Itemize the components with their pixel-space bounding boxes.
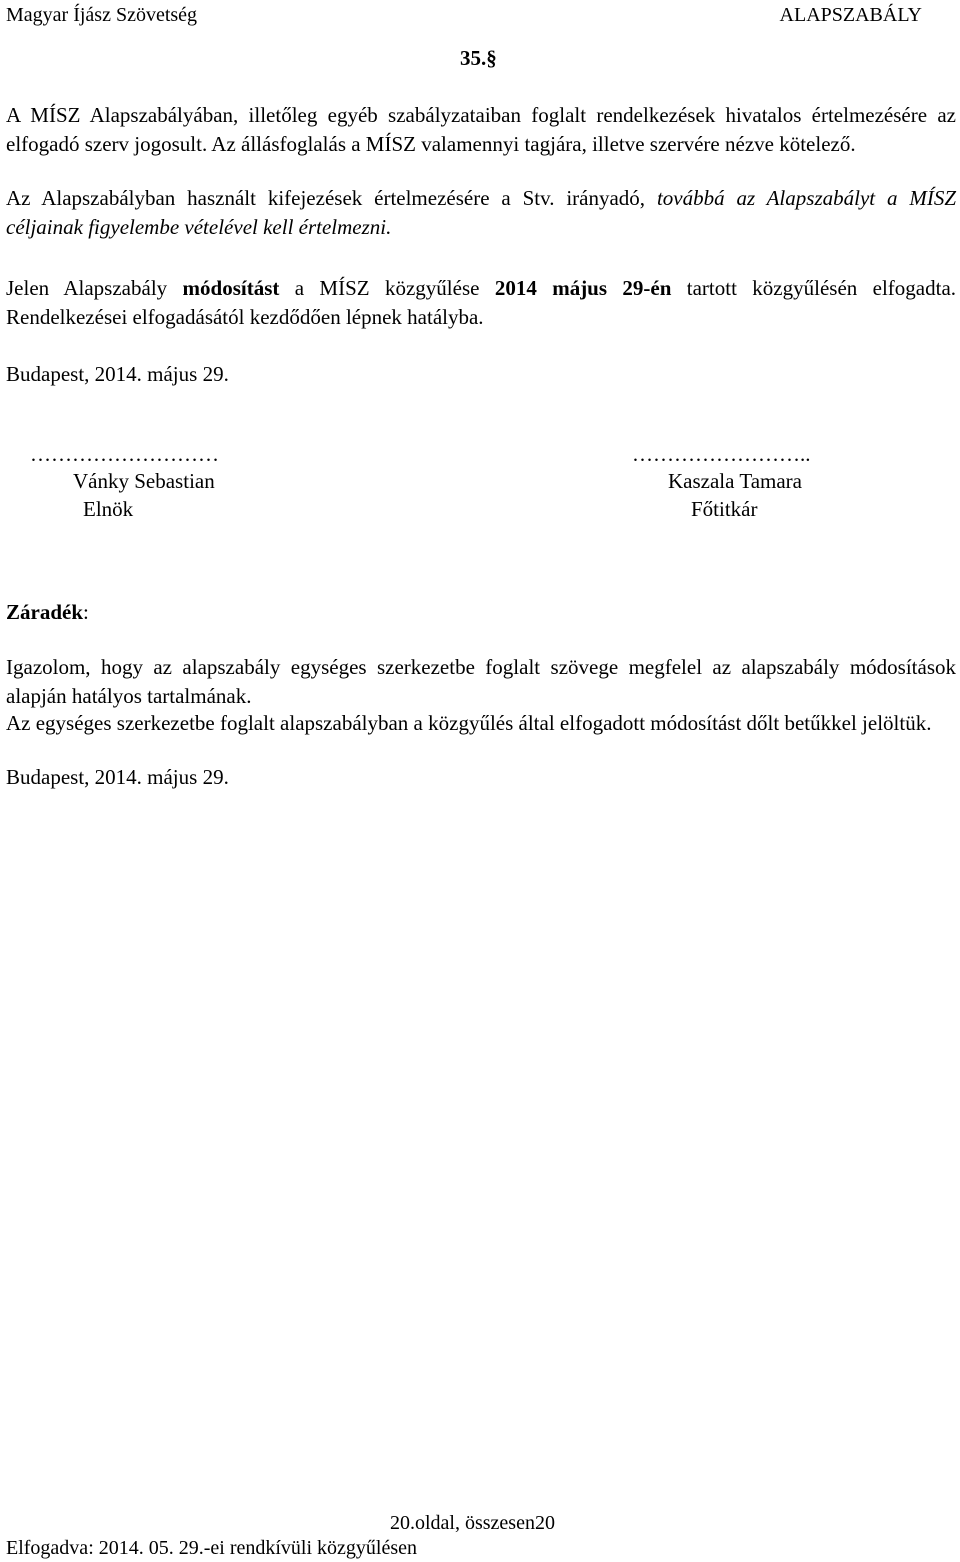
adoption-text-bold-date: 2014 május 29-én	[494, 276, 672, 300]
footer-page-info: 20.oldal, összesen20	[390, 1512, 555, 1534]
clause-italic-note: Az egységes szerkezetbe foglalt alapszabályban a közgyűlés által elfogadott módosítást dőlt betűkkel jelöltük.	[6, 711, 932, 735]
signature-role-right: Főtitkár	[691, 497, 758, 521]
paragraph-terms	[6, 184, 956, 242]
header-document-title: ALAPSZABÁLY	[779, 4, 922, 26]
section-number	[460, 46, 497, 71]
adoption-text-c: a MÍSZ közgyűlése	[279, 276, 495, 300]
section-number-value: 35.	[460, 46, 487, 70]
section-symbol: §	[486, 46, 497, 70]
adoption-text-e: tartott közgyűlésén elfogadta. Rendelkezései elfogadásától kezdődően lépnek hatályba.	[6, 276, 957, 329]
clause-certification: Igazolom, hogy az alapszabály egységes szerkezetbe foglalt szövege megfelel az alapszabály módosítások alapján hatályos tartalmának.	[6, 655, 956, 708]
place-date: Budapest, 2014. május 29.	[6, 362, 229, 386]
signature-dots-right: ……………………..	[632, 442, 811, 466]
signature-name-right: Kaszala Tamara	[668, 469, 802, 493]
header-organization: Magyar Íjász Szövetség	[6, 4, 198, 26]
paragraph-adoption	[6, 274, 956, 332]
clause-place-date: Budapest, 2014. május 29.	[6, 765, 229, 789]
paragraph-terms-italic: továbbá az Alapszabályt a MÍSZ céljainak figyelembe vételével kell értelmezni.	[6, 186, 956, 239]
clause-heading-colon: :	[83, 600, 89, 624]
paragraph-interpretation: A MÍSZ Alapszabályában, illetőleg egyéb szabályzataiban foglalt rendelkezések hivatalos értelmezésére az elfogadó szerv jogosult. Az állásfoglalás a MÍSZ valamennyi tagjára, illetve szervére nézve kötelező.	[6, 103, 956, 156]
adoption-text-a: Jelen Alapszabály	[6, 276, 183, 300]
footer-adopted: Elfogadva: 2014. 05. 29.-ei rendkívüli közgyűlésen	[6, 1537, 418, 1559]
adoption-text-bold-modification: módosítást	[182, 276, 280, 300]
signature-role-left: Elnök	[83, 497, 134, 521]
paragraph-terms-normal: Az Alapszabályban használt kifejezések értelmezésére a Stv. irányadó,	[6, 186, 657, 210]
signature-dots-left: ………………………	[30, 442, 219, 466]
clause-heading	[6, 600, 89, 625]
clause-heading-text: Záradék	[6, 600, 84, 624]
signature-name-left: Vánky Sebastian	[73, 469, 215, 493]
